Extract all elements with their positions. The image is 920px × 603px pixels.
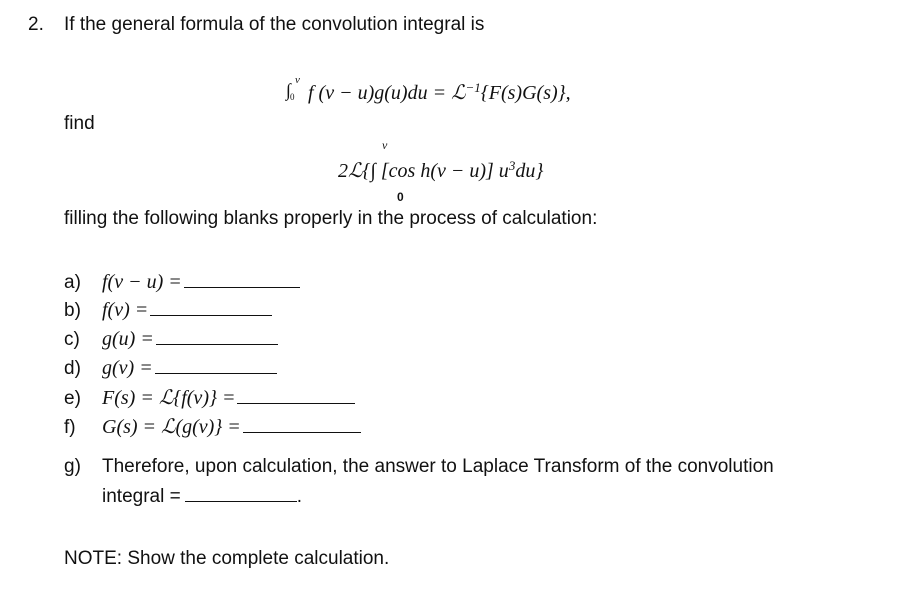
answer-blank[interactable] <box>155 372 277 374</box>
answer-blank[interactable] <box>243 431 361 433</box>
item-c <box>64 328 278 351</box>
item-label: b) <box>64 300 81 321</box>
item-text: g(u) = <box>102 328 154 350</box>
answer-blank[interactable] <box>156 343 278 345</box>
item-label: f) <box>64 417 76 438</box>
target-expression <box>338 138 638 208</box>
instruction-text: filling the following blanks properly in the process of calculation: <box>64 208 598 229</box>
item-d <box>64 357 277 380</box>
item-label: e) <box>64 388 81 409</box>
answer-blank[interactable] <box>185 500 297 502</box>
inverse-exponent: −1 <box>465 80 481 95</box>
answer-blank[interactable] <box>237 402 355 404</box>
item-g-period: . <box>296 486 302 507</box>
item-text: f(v) = <box>102 299 149 321</box>
convolution-formula <box>286 74 706 110</box>
question-number: 2. <box>28 14 44 35</box>
item-e <box>64 385 355 410</box>
item-text: f(v − u) = <box>102 271 182 293</box>
item-g-line1: Therefore, upon calculation, the answer to Laplace Transform of the convolution <box>102 456 774 477</box>
item-label: a) <box>64 272 81 293</box>
expr-body: [cos h(v − u)] u <box>380 160 509 182</box>
item-label: g) <box>64 456 81 477</box>
expr-prefix: 2ℒ{∫ <box>338 160 381 182</box>
item-g-line2: integral = <box>102 486 181 507</box>
item-b <box>64 299 272 322</box>
item-g-continuation <box>102 486 302 508</box>
integral-upper-limit: v <box>295 74 300 86</box>
item-label: d) <box>64 358 81 379</box>
formula-tail: {F(s)G(s)}, <box>480 82 571 104</box>
expr-cube: 3 <box>508 158 516 173</box>
answer-blank[interactable] <box>184 286 300 288</box>
item-f <box>64 414 361 439</box>
integral-sign: ∫ <box>286 80 291 100</box>
expr-upper-limit: v <box>382 138 388 152</box>
formula-body: f (v − u)g(u)du = ℒ <box>308 82 466 104</box>
integral-lower-limit: 0 <box>290 92 295 102</box>
answer-blank[interactable] <box>150 314 272 316</box>
item-text: G(s) = ℒ(g(v)} = <box>102 416 241 438</box>
expr-lower-limit: 0 <box>397 190 404 204</box>
item-a <box>64 271 300 294</box>
find-label: find <box>64 113 95 134</box>
item-g <box>64 456 774 478</box>
item-label: c) <box>64 329 80 350</box>
item-text: g(v) = <box>102 357 153 379</box>
note-text: NOTE: Show the complete calculation. <box>64 548 390 569</box>
expr-tail: du} <box>515 160 544 182</box>
question-intro: If the general formula of the convolution integral is <box>64 14 485 35</box>
item-text: F(s) = ℒ{f(v)} = <box>102 387 236 409</box>
